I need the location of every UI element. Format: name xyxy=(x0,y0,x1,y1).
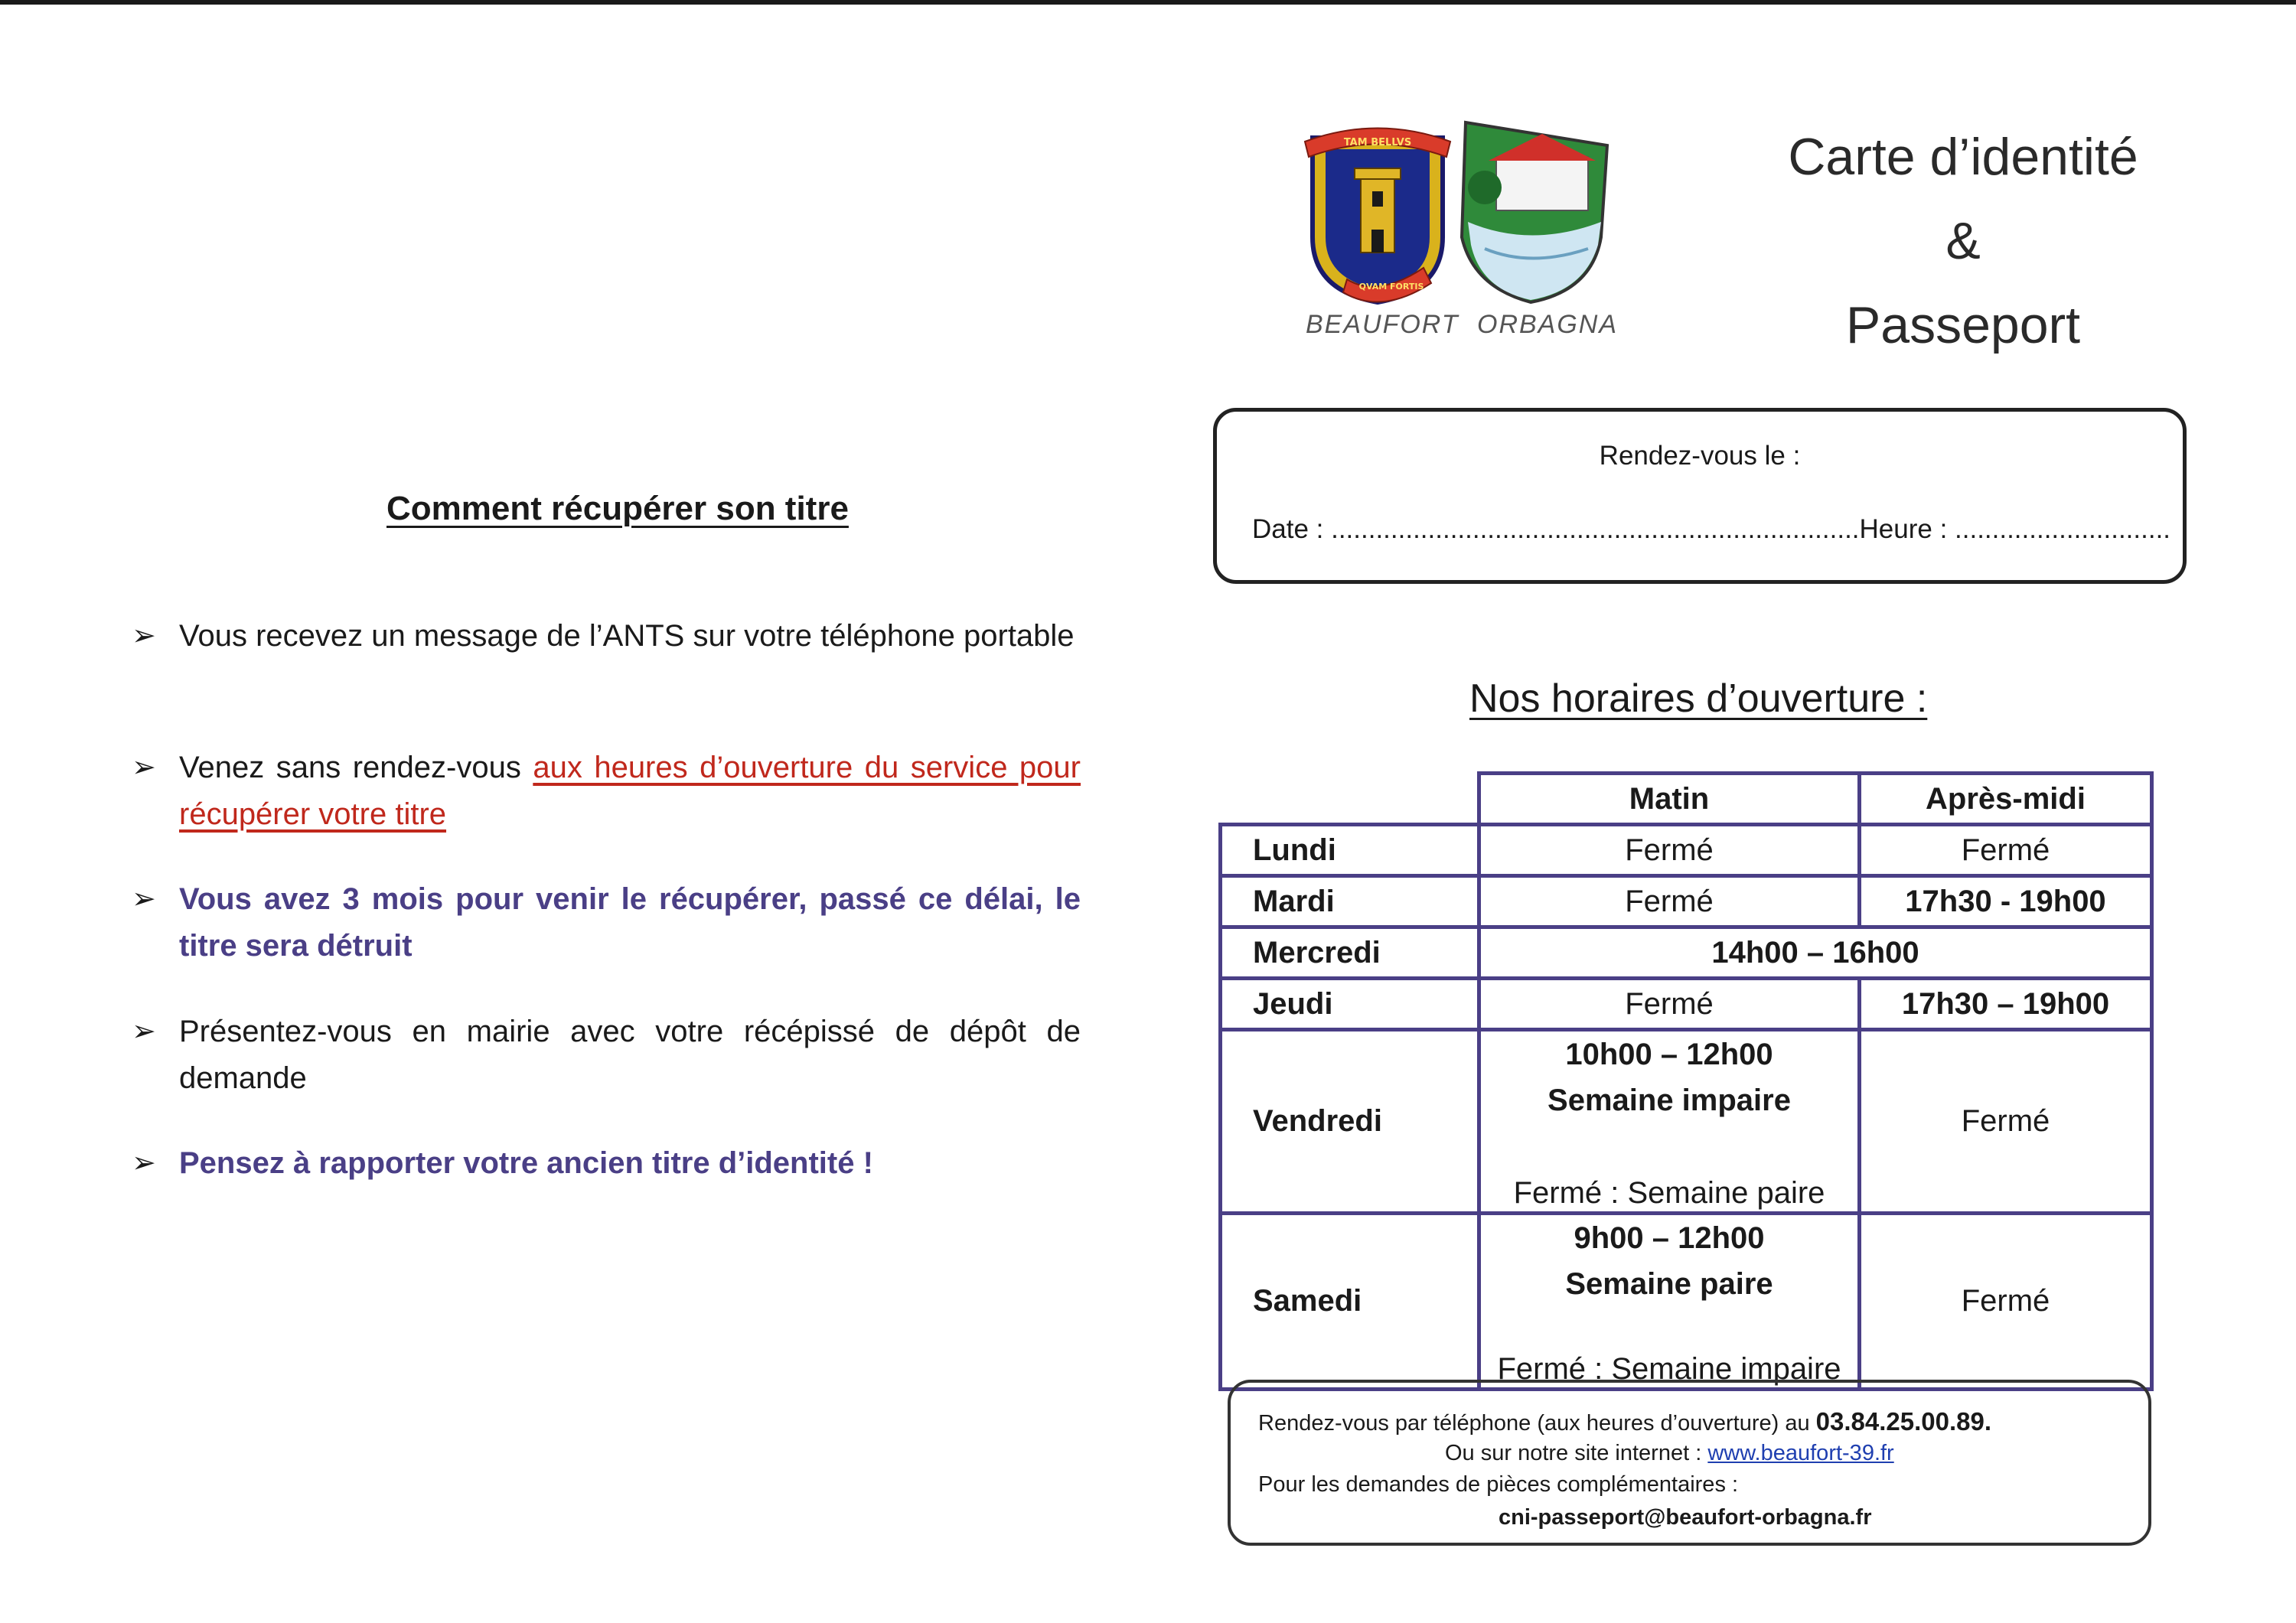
table-row: Mercredi 14h00 – 16h00 xyxy=(1221,927,2152,979)
website-link[interactable]: www.beaufort-39.fr xyxy=(1707,1441,1894,1465)
arrow-bullet-icon: ➢ xyxy=(132,620,156,652)
instruction-text: Présentez-vous en mairie avec votre récépissé de dépôt de demande xyxy=(179,1015,1081,1095)
opening-hours-table xyxy=(1218,771,2154,1391)
commune-crests xyxy=(1301,115,1615,306)
table-header-row xyxy=(1221,774,2152,825)
contact-documents-line: Pour les demandes de pièces complémentaires : xyxy=(1258,1472,1739,1497)
table-row: Lundi Fermé Fermé xyxy=(1221,825,2152,876)
instruction-text: Vous recevez un message de l’ANTS sur votre téléphone portable xyxy=(179,619,1075,653)
contact-box xyxy=(1228,1380,2151,1546)
appointment-date-time-line[interactable]: Date : .......................................................................Heure : ............................. xyxy=(1252,514,2171,544)
svg-text:QVAM FORTIS: QVAM FORTIS xyxy=(1358,282,1424,292)
arrow-bullet-icon: ➢ xyxy=(132,883,156,915)
document-title: Carte d’identité & Passeport xyxy=(1788,128,2138,354)
table-row: Samedi 9h00 – 12h00 Semaine paire Fermé : Semaine impaire Fermé xyxy=(1221,1214,2152,1390)
table-row: Mardi Fermé 17h30 - 19h00 xyxy=(1221,876,2152,927)
column-header-afternoon: Après-midi xyxy=(1860,774,2152,825)
top-border-line xyxy=(0,0,2296,5)
opening-hours-title: Nos horaires d’ouverture : xyxy=(1469,676,1928,721)
instruction-text: Venez sans rendez-vous aux heures d’ouverture du service pour récupérer votre titre xyxy=(179,751,1081,831)
table-row: Vendredi 10h00 – 12h00 Semaine impaire Fermé : Semaine paire Fermé xyxy=(1221,1030,2152,1214)
contact-website-line: Ou sur notre site internet : www.beaufort-39.fr xyxy=(1445,1441,1894,1465)
contact-phone-line: Rendez-vous par téléphone (aux heures d’ouverture) au 03.84.25.00.89. xyxy=(1258,1407,1992,1436)
arrow-bullet-icon: ➢ xyxy=(132,1015,156,1048)
instruction-item xyxy=(132,1009,1081,1102)
svg-text:TAM BELLVS: TAM BELLVS xyxy=(1343,137,1412,148)
arrow-bullet-icon: ➢ xyxy=(132,751,156,784)
beaufort-label: BEAUFORT xyxy=(1306,310,1459,339)
appointment-box xyxy=(1213,408,2187,584)
beaufort-crest-icon xyxy=(1305,129,1450,303)
instruction-text: Vous avez 3 mois pour venir le récupérer, passé ce délai, le titre sera détruit xyxy=(179,882,1081,963)
contact-email[interactable]: cni-passeport@beaufort-orbagna.fr xyxy=(1499,1505,1872,1530)
instruction-item xyxy=(132,1140,1081,1187)
orbagna-label: ORBAGNA xyxy=(1477,310,1619,339)
appointment-title: Rendez-vous le : xyxy=(1599,441,1801,471)
instruction-item xyxy=(132,613,1081,660)
table-row: Jeudi Fermé 17h30 – 19h00 xyxy=(1221,979,2152,1030)
instructions-heading: Comment récupérer son titre xyxy=(386,490,849,527)
instruction-item xyxy=(132,745,1081,838)
orbagna-crest-icon xyxy=(1462,122,1607,302)
column-header-morning: Matin xyxy=(1479,774,1860,825)
opening-hours-highlight: aux heures d’ouverture du service pour récupérer votre titre xyxy=(179,751,1081,831)
phone-number[interactable]: 03.84.25.00.89. xyxy=(1815,1407,1992,1436)
arrow-bullet-icon: ➢ xyxy=(132,1147,156,1179)
instruction-text: Pensez à rapporter votre ancien titre d’identité ! xyxy=(179,1146,873,1180)
instruction-item xyxy=(132,876,1081,970)
